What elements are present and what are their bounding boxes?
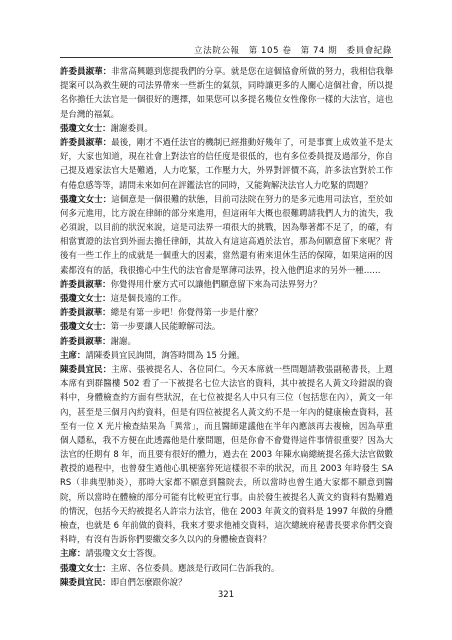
header-rule (60, 57, 393, 58)
transcript-paragraph (60, 575, 393, 589)
speech-text: 請張瓊文女士答復。 (85, 548, 162, 559)
transcript-paragraph (60, 305, 393, 319)
transcript-body (60, 64, 393, 589)
speaker-label: 許委員淑華： (60, 66, 112, 76)
speech-text: 謝謝。 (110, 335, 136, 346)
speaker-label: 陳委員宜民： (60, 363, 112, 374)
speaker-label: 張瓊文女士： (60, 122, 111, 133)
speaker-label: 張瓊文女士： (60, 562, 111, 573)
speaker-label: 張瓊文女士： (60, 321, 111, 332)
speaker-label: 許委員淑華： (60, 136, 112, 147)
speech-text: 請陳委員宜民詢問，詢答時間為 15 分鐘。 (85, 349, 245, 360)
transcript-paragraph (60, 334, 393, 348)
speech-text: 主席、張被提名人、各位同仁。今天本席就一些問題請教張副秘書長，上週本席有到群醫樓 502 看了一下被提名七位大法官的資料，其中被提名人黃文玲錯誤的資料中，身體檢查約方面有些狀況，在七位被提名人中只有三位（包括您在內），黃文一年內，甚至是三個月內約資料，但是有四位被提名人黃文約不是一年內的健康檢查資料，甚至有一位 X 光片檢查結果為「異常」，而且醫師建議他在半年內應該再去複檢，因為草重個人隱私，我不方便在此透露他是什麼問題，但是你會不會覺得這件事情很重要？因為大法官的任期有 8 年，而且要有很好的體力，過去在 2003 年陳水扁總統提名孫大法官做數教授的過程中，也曾發生過他心肌梗塞猝死這樣很不幸的狀況，而且 2003 年時發生 SARS（非典型肺炎），那時大家都不願意到醫院去，所以當時也曾生過大家都不願意到醫院，所以當時在體檢的部分可能有比較更宜行事。由於發生被提名人黃文約資料有點難過的情況，包括今天約被提名人許宗力法官，他在 2003 年黃文的資料是 1997 年做的身體檢查，也就是 6 年前做的資料，我來才要求他補交資料，這次總統府秘書長要求你們交資料時，有沒有告訴你們要繳交多久以內的身體檢查資料？ (60, 363, 393, 545)
page-header: 立法院公報 第 105 卷 第 74 期 委員會紀錄 (194, 46, 392, 56)
transcript-paragraph (60, 362, 393, 546)
speech-text: 即自們怎麼跟你說？ (110, 576, 187, 587)
speech-text: 這個意是一個很難的狀態，目前司法院在努力的是多元進用司法官，至於如何多元進用，比方說在律師的部分來進用，但這兩年大概也很難聘請我們人力的流失，我必須說，以目前的狀況來說，這是司法界一項很大的挑戰，因為舉著都不足了，的確，有相當實證的法官到外面去擔任律師，其故入有這這高過於法官，那為何願意留下來呢？背後有一些工作上的成就是一個重大的因素，當然還有術來退休生活的保障，如果這兩的因素都沒有的話，我很擔心中生代的法官會是單薄司法界，投入他們追求的另外一種…… (60, 193, 393, 275)
speech-text: 總是有第一步吧！你覺得第一步是什麼？ (110, 307, 263, 318)
speech-text: 這是個長遠的工作。 (110, 293, 187, 303)
speech-text: 謝謝委員。 (110, 122, 153, 133)
speaker-label: 張瓊文女士： (60, 293, 111, 303)
speaker-label: 張瓊文女士： (60, 193, 112, 204)
transcript-paragraph (60, 121, 393, 135)
transcript-paragraph (60, 561, 393, 575)
speech-text: 你覺得用什麼方式可以讓他們願意留下來為司法界努力？ (110, 278, 322, 289)
speaker-label: 陳委員宜民： (60, 576, 111, 587)
speech-text: 第一步要讓人民能瞭解司法。 (110, 321, 221, 332)
transcript-paragraph (60, 348, 393, 362)
speaker-label: 許委員淑華： (60, 278, 111, 289)
speaker-label: 許委員淑華： (60, 335, 111, 346)
speaker-label: 主席： (60, 548, 86, 559)
transcript-paragraph (60, 291, 393, 305)
speaker-label: 主席： (60, 349, 86, 360)
page-number: 321 (217, 590, 235, 600)
speaker-label: 許委員淑華： (60, 307, 111, 318)
transcript-paragraph (60, 319, 393, 333)
transcript-paragraph (60, 64, 393, 121)
transcript-paragraph (60, 546, 393, 560)
speech-text: 非常高興聽到您提我們的分享。就是您在這個協會所做的努力，我相信我舉提案可以為救生硬的司法界帶來一些新生的氣氛，同時讓更多的人關心這個社會，所以提名你擔任大法官是一個很好的選擇，如果您可以多提名幾位女性像你一樣的大法官，這也是台灣的福氣。 (60, 66, 393, 119)
transcript-paragraph (60, 192, 393, 277)
speech-text: 主席、各位委員。應該是行政同仁告訴我的。 (110, 562, 280, 573)
transcript-paragraph (60, 277, 393, 291)
speech-text: 最後，剛才不過任法官的機制已經推動好幾年了，可是事實上成效並不是太好，大家也知道，現在社會上對法官的信任度是很低的，也有多位委員提及過部分，你自己提及過家法官大是難過，人力吃緊，工作壓力大，外界對評價不高，許多法官對於工作有倦怠感等等，請問未來如何在評鑑法官的同時，又能夠解決法官人力吃緊的問題？ (60, 136, 393, 190)
transcript-paragraph (60, 135, 393, 192)
